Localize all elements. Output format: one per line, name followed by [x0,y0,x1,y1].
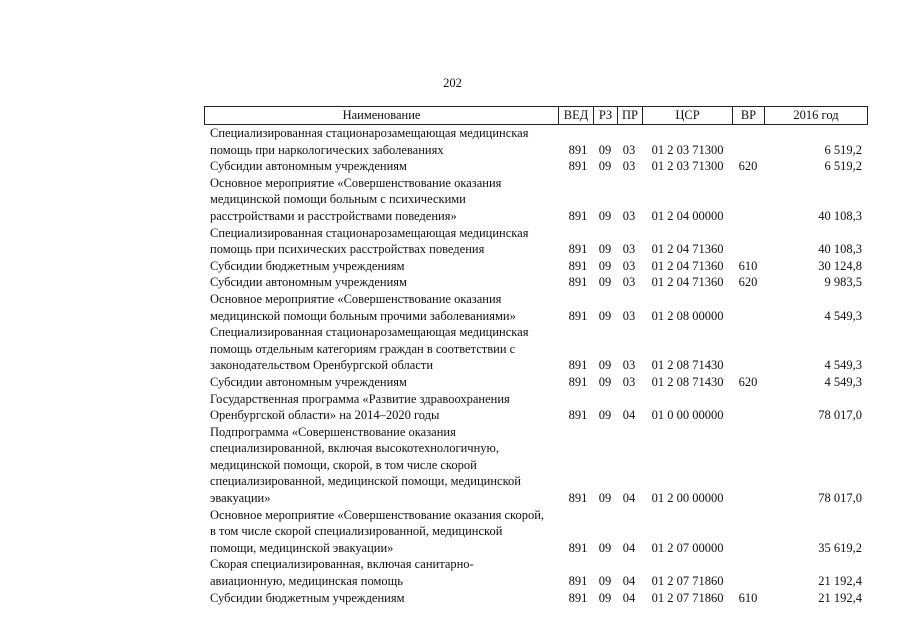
row-ved: 891 [568,208,588,223]
row-rz: 09 [598,142,612,157]
row-name-line: Подпрограмма «Совершенствование оказания [210,424,456,439]
header-ved: ВЕД [559,107,594,124]
row-ved: 891 [568,374,588,389]
row-sum: 6 519,2 [824,142,862,157]
row-name-line: Скорая специализированная, включая санитарно- [210,557,474,572]
table-row [204,225,868,258]
row-pr: 04 [622,540,636,555]
table-header [204,106,868,125]
row-name [204,274,560,291]
row-vr: 620 [738,374,758,389]
row-csr: 01 2 07 71860 [651,574,724,589]
row-csr: 01 2 07 71860 [651,590,724,605]
row-csr: 01 2 04 71360 [651,242,724,257]
row-name-line: Субсидии бюджетным учреждениям [210,590,405,605]
row-name-line: Специализированная стационарозамещающая медицинская [210,225,529,240]
row-pr: 03 [622,208,636,223]
row-name-line: медицинской помощи, скорой, в том числе скорой [210,457,477,472]
row-pr: 03 [622,242,636,257]
row-name [204,424,560,507]
row-sum: 35 619,2 [818,540,862,555]
table-row [204,391,868,424]
row-name [204,258,560,275]
row-csr: 01 2 03 71300 [651,159,724,174]
row-csr: 01 2 04 71360 [651,258,724,273]
budget-table [204,106,868,606]
row-name [204,590,560,607]
row-csr: 01 2 04 71360 [651,275,724,290]
row-rz: 09 [598,308,612,323]
row-vr: 620 [738,159,758,174]
row-name [204,225,560,258]
page-number: 202 [443,76,462,90]
row-rz: 09 [598,540,612,555]
row-name-line: Субсидии бюджетным учреждениям [210,258,405,273]
row-name-line: Субсидии автономным учреждениям [210,374,407,389]
row-name-line: Специализированная стационарозамещающая медицинская [210,325,529,340]
row-rz: 09 [598,590,612,605]
row-sum: 4 549,3 [824,374,862,389]
row-name-line: специализированной, медицинской помощи, медицинской [210,474,521,489]
row-name-line: Основное мероприятие «Совершенствование оказания [210,175,502,190]
row-csr: 01 2 08 71430 [651,374,724,389]
row-csr: 01 2 04 00000 [651,208,724,223]
row-name [204,175,560,225]
header-rz: РЗ [594,107,618,124]
row-pr: 04 [622,574,636,589]
row-ved: 891 [568,308,588,323]
row-csr: 01 2 00 00000 [651,491,724,506]
row-ved: 891 [568,491,588,506]
table-row [204,324,868,374]
row-name-line: в том числе скорой специализированной, медицинской [210,524,503,539]
table-row [204,274,868,291]
row-name-line: помощи, медицинской эвакуации» [210,540,394,555]
row-name [204,324,560,374]
header-sum: 2016 год [793,108,839,122]
row-pr: 03 [622,374,636,389]
row-rz: 09 [598,408,612,423]
header-vr: ВР [733,107,765,124]
row-name [204,556,560,589]
table-body [204,125,868,606]
row-name-line: авиационную, медицинская помощь [210,574,403,589]
row-ved: 891 [568,142,588,157]
row-sum: 21 192,4 [818,590,862,605]
row-csr: 01 2 08 00000 [651,308,724,323]
row-name-line: эвакуации» [210,491,271,506]
row-csr: 01 2 07 00000 [651,540,724,555]
row-rz: 09 [598,358,612,373]
header-name: Наименование [205,107,559,124]
table-row [204,125,868,158]
table-row [204,507,868,557]
row-sum: 40 108,3 [818,242,862,257]
row-csr: 01 2 08 71430 [651,358,724,373]
row-name-line: Субсидии автономным учреждениям [210,159,407,174]
row-name-line: помощь при наркологических заболеваниях [210,142,444,157]
row-csr: 01 2 03 71300 [651,142,724,157]
row-rz: 09 [598,574,612,589]
row-sum: 9 983,5 [824,275,862,290]
row-pr: 03 [622,258,636,273]
row-pr: 04 [622,590,636,605]
row-name-line: специализированной, включая высокотехнологичную, [210,441,500,456]
row-name-line: расстройствами и расстройствами поведения» [210,208,457,223]
row-sum: 40 108,3 [818,208,862,223]
row-name-line: Основное мероприятие «Совершенствование оказания скорой, [210,507,545,522]
table-row [204,374,868,391]
row-ved: 891 [568,159,588,174]
row-rz: 09 [598,208,612,223]
row-ved: 891 [568,590,588,605]
table-row [204,175,868,225]
row-name [204,374,560,391]
header-csr: ЦСР [643,107,733,124]
table-row [204,556,868,589]
row-name-line: медицинской помощи больным прочими заболеваниями» [210,308,516,323]
row-ved: 891 [568,540,588,555]
header-pr: ПР [618,107,643,124]
table-row [204,424,868,507]
row-pr: 03 [622,358,636,373]
row-pr: 03 [622,275,636,290]
row-csr: 01 0 00 00000 [651,408,724,423]
row-vr: 610 [738,590,758,605]
row-ved: 891 [568,574,588,589]
row-name [204,507,560,557]
row-sum: 4 549,3 [824,308,862,323]
row-name-line: законодательством Оренбургской области [210,358,434,373]
row-name-line: Специализированная стационарозамещающая медицинская [210,126,529,140]
row-name-line: Оренбургской области» на 2014–2020 годы [210,408,440,423]
row-name [204,391,560,424]
row-ved: 891 [568,242,588,257]
row-name-line: Основное мероприятие «Совершенствование оказания [210,291,502,306]
row-name [204,291,560,324]
row-sum: 21 192,4 [818,574,862,589]
row-rz: 09 [598,242,612,257]
row-sum: 30 124,8 [818,258,862,273]
row-sum: 78 017,0 [818,491,862,506]
row-sum: 4 549,3 [824,358,862,373]
row-ved: 891 [568,258,588,273]
table-row [204,258,868,275]
row-rz: 09 [598,374,612,389]
row-ved: 891 [568,358,588,373]
row-name-line: помощь отдельным категориям граждан в соответствии с [210,341,516,356]
row-ved: 891 [568,275,588,290]
row-name-line: Субсидии автономным учреждениям [210,275,407,290]
row-rz: 09 [598,258,612,273]
row-sum: 6 519,2 [824,159,862,174]
row-name [204,158,560,175]
row-sum: 78 017,0 [818,408,862,423]
row-name [204,125,560,158]
table-row [204,291,868,324]
table-row [204,158,868,175]
row-rz: 09 [598,159,612,174]
table-row [204,590,868,607]
row-vr: 610 [738,258,758,273]
row-name-line: помощь при психических расстройствах поведения [210,242,485,257]
row-vr: 620 [738,275,758,290]
row-rz: 09 [598,275,612,290]
row-name-line: Государственная программа «Развитие здравоохранения [210,391,510,406]
row-pr: 04 [622,491,636,506]
row-pr: 03 [622,308,636,323]
row-rz: 09 [598,491,612,506]
row-pr: 03 [622,142,636,157]
row-pr: 03 [622,159,636,174]
row-name-line: медицинской помощи больным с психическими [210,192,466,207]
row-pr: 04 [622,408,636,423]
row-ved: 891 [568,408,588,423]
